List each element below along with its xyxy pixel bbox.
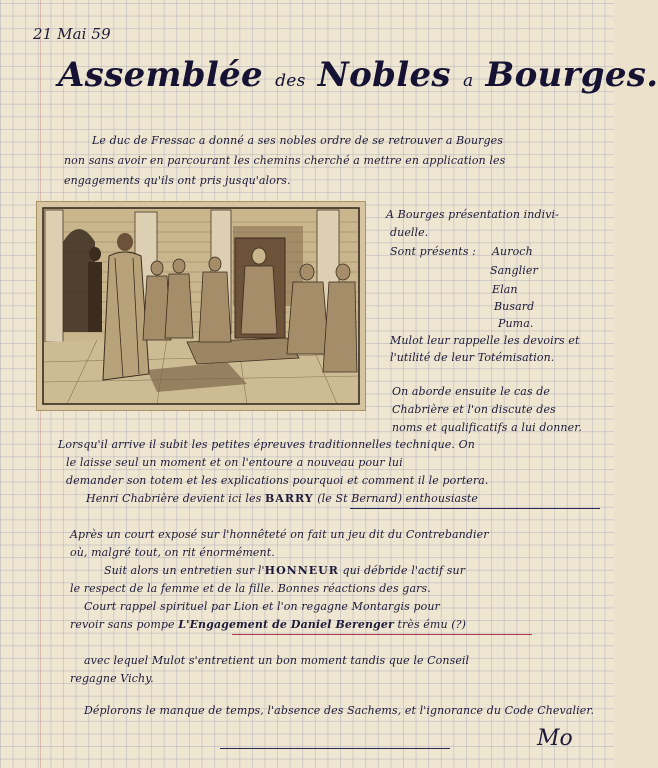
body-line-8: le respect de la femme et de la fille. Bonnes réactions des gars.	[70, 582, 431, 595]
honneur-word: HONNEUR	[264, 564, 339, 577]
body-line-7-a: Suit alors un entretien sur l'	[104, 564, 265, 577]
title-word-2: des	[275, 71, 306, 91]
intro-line-3: engagements qu'ils ont pris jusqu'alors.	[64, 174, 291, 187]
body-line-5: Après un court exposé sur l'honnêteté on fait un jeu dit du Contrebandier	[70, 528, 489, 541]
body-line-10-a: revoir sans pompe	[70, 618, 175, 631]
right-line-4: l'utilité de leur Totémisation.	[390, 351, 555, 364]
body-line-1: Lorsqu'il arrive il subit les petites épreuves traditionnelles technique. On	[58, 438, 475, 451]
name-busard: Busard	[494, 300, 535, 313]
title-word-3: Nobles	[317, 55, 451, 95]
intro-line-1: Le duc de Fressac a donné a ses nobles ordre de se retrouver a Bourges	[92, 134, 504, 147]
engagement-daniel: L'Engagement de Daniel Berenger	[178, 618, 394, 631]
body-line-10-c: très ému (?)	[397, 618, 467, 631]
page-title	[58, 55, 658, 95]
engraving-svg	[37, 202, 365, 410]
body-line-3: demander son totem et les explications pourquoi et comment il le portera.	[66, 474, 489, 487]
body-line-12: regagne Vichy.	[70, 672, 154, 685]
engraving-illustration	[37, 202, 365, 410]
name-sanglier: Sanglier	[490, 264, 538, 277]
right-line-7: noms et qualificatifs a lui donner.	[392, 421, 582, 434]
body-line-13: Déplorons le manque de temps, l'absence des Sachems, et l'ignorance du Code Chevalier.	[84, 704, 595, 717]
title-word-1: Assemblée	[58, 55, 263, 95]
right-line-6: Chabrière et l'on discute des	[392, 403, 556, 416]
body-line-4-a: Henri Chabrière devient ici les	[86, 492, 262, 505]
entry-date: 21 Mai 59	[33, 25, 111, 43]
body-line-7-c: qui débride l'actif sur	[342, 564, 466, 577]
present-label: Sont présents :	[390, 245, 476, 258]
body-line-9: Court rappel spirituel par Lion et l'on regagne Montargis pour	[84, 600, 440, 613]
body-line-10	[70, 618, 466, 631]
body-line-4-c: (le St Bernard) enthousiaste	[317, 492, 478, 505]
totem-barry: BARRY	[264, 492, 314, 505]
right-line-2: duelle.	[390, 226, 429, 239]
body-line-11: avec lequel Mulot s'entretient un bon moment tandis que le Conseil	[84, 654, 470, 667]
right-line-1: A Bourges présentation indivi-	[386, 208, 559, 221]
name-puma: Puma.	[498, 317, 534, 330]
underline-barry	[350, 508, 600, 509]
right-line-3: Mulot leur rappelle les devoirs et	[390, 334, 580, 347]
title-word-4: a	[462, 71, 474, 91]
name-elan: Elan	[492, 283, 518, 296]
body-line-2: le laisse seul un moment et on l'entoure a nouveau pour lui	[66, 456, 403, 469]
body-line-4	[86, 492, 478, 505]
body-line-6: où, malgré tout, on rit énormément.	[70, 546, 275, 559]
title-word-5: Bourges.	[485, 55, 658, 95]
underline-engagement	[232, 634, 532, 635]
right-line-5: On aborde ensuite le cas de	[392, 385, 551, 398]
signature: Mo	[537, 726, 573, 751]
closing-rule	[220, 748, 450, 749]
intro-line-2: non sans avoir en parcourant les chemins cherché a mettre en application les	[64, 154, 506, 167]
name-auroch: Auroch	[492, 245, 533, 258]
body-line-7	[104, 564, 465, 577]
